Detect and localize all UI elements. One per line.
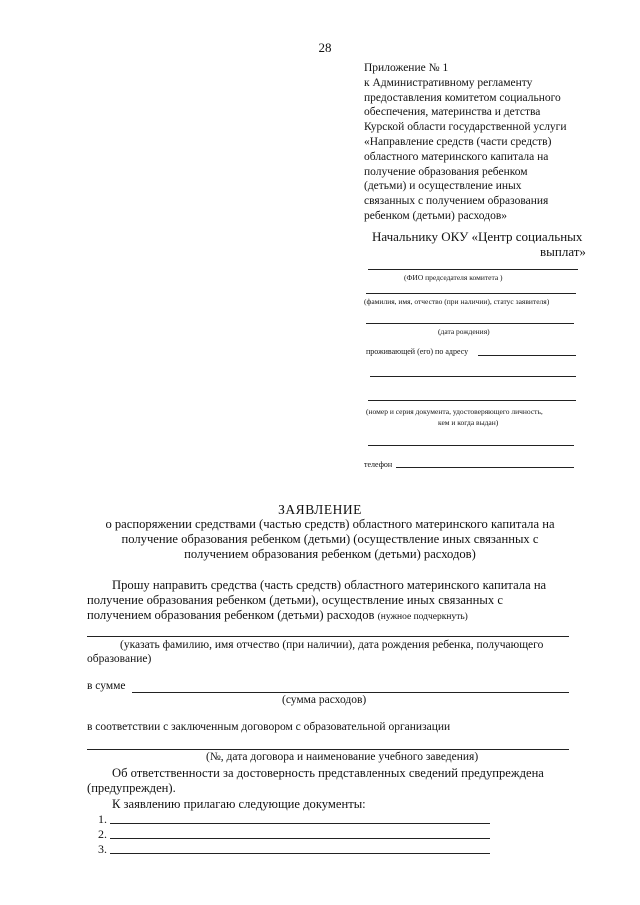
request-line-1: Прошу направить средства (часть средств) областного материнского капитала на — [112, 578, 547, 592]
attachment-number: 1. — [98, 812, 107, 826]
phone-label: телефон — [364, 460, 393, 469]
annex-line: «Направление средств (части средств) — [364, 135, 552, 148]
annex-line: Курской области государственной услуги — [364, 121, 567, 134]
annex-line: предоставления комитетом социального — [364, 91, 561, 104]
attachments-label: К заявлению прилагаю следующие документы: — [112, 797, 366, 811]
annex-line: к Административному регламенту — [364, 76, 533, 89]
responsibility-line-1: Об ответственности за достоверность представленных сведений предупреждена — [112, 766, 544, 780]
request-line-2: получение образования ребенком (детьми), осуществление иных связанных с — [87, 593, 503, 607]
address-line-2[interactable] — [370, 376, 576, 377]
addressee-line-2: выплат» — [540, 244, 586, 259]
child-caption-2: образование) — [87, 653, 152, 665]
annex-line: связанных с получением образования — [364, 195, 549, 208]
address-line-1[interactable] — [478, 355, 576, 356]
annex-line: (детьми) и осуществление иных — [364, 180, 522, 193]
request-line-3-text: получением образования ребенком (детьми) расходов — [87, 608, 375, 622]
document-issued-line[interactable] — [368, 445, 574, 446]
attachment-line-1[interactable] — [110, 823, 490, 824]
attachment-line-3[interactable] — [110, 853, 490, 854]
request-note: (нужное подчеркнуть) — [377, 612, 468, 622]
attachment-number: 2. — [98, 827, 107, 841]
annex-line: получение образования ребенком — [364, 165, 528, 178]
document-subtitle: о распоряжении средствами (частью средств) областного материнского капитала на получение образования ребенком (детьми) (осуществление иных связанных с получением образования ребенком (детьми) расходов) — [105, 517, 555, 561]
child-info-line[interactable] — [87, 636, 569, 637]
address-label: проживающей (его) по адресу — [366, 347, 469, 356]
sum-line[interactable] — [132, 692, 569, 693]
contract-text: в соответствии с заключенным договором с образовательной организации — [87, 721, 451, 733]
contract-line[interactable] — [87, 749, 569, 750]
request-line-3 — [87, 608, 468, 625]
chair-name-caption: (ФИО председателя комитета ) — [404, 273, 503, 282]
document-title: ЗАЯВЛЕНИЕ — [278, 502, 362, 517]
applicant-name-line[interactable] — [366, 293, 576, 294]
document-caption-1: (номер и серия документа, удостоверяющего личность, — [366, 407, 543, 416]
document-caption-2: кем и когда выдан) — [438, 418, 499, 427]
child-caption-1: (указать фамилию, имя отчество (при наличии), дата рождения ребенка, получающего — [120, 639, 544, 651]
birth-date-line[interactable] — [366, 323, 574, 324]
addressee-line-1: Начальнику ОКУ «Центр социальных — [372, 229, 583, 244]
birth-date-caption: (дата рождения) — [438, 327, 490, 336]
annex-block — [364, 61, 604, 224]
annex-line: обеспечения, материнства и детства — [364, 106, 541, 119]
annex-line: ребенком (детьми) расходов» — [364, 209, 508, 222]
applicant-name-caption: (фамилия, имя, отчество (при наличии), статус заявителя) — [364, 297, 550, 306]
attachment-number: 3. — [98, 842, 107, 856]
chair-name-line[interactable] — [368, 269, 578, 270]
sum-label: в сумме — [87, 680, 126, 692]
contract-caption: (№, дата договора и наименование учебного заведения) — [206, 751, 479, 763]
page-number: 28 — [318, 40, 332, 55]
annex-line: областного материнского капитала на — [364, 150, 549, 163]
phone-line[interactable] — [396, 467, 574, 468]
annex-line: Приложение № 1 — [364, 62, 449, 74]
document-line[interactable] — [368, 400, 576, 401]
attachment-line-2[interactable] — [110, 838, 490, 839]
sum-caption: (сумма расходов) — [282, 694, 367, 706]
responsibility-line-2: (предупрежден). — [87, 781, 176, 795]
